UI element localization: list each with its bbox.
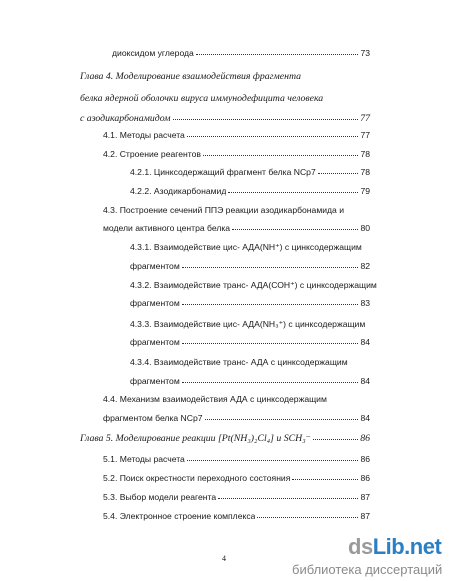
toc-entry-page: 84 (360, 337, 370, 347)
toc-entry (103, 149, 370, 160)
toc-entry (130, 186, 370, 197)
toc-entry-text: 5.4. Электронное строение комплекса (103, 511, 256, 521)
page-number: 4 (222, 554, 226, 563)
watermark-logo (348, 534, 441, 560)
toc-leader (228, 192, 358, 193)
toc-entry (103, 492, 370, 503)
toc-entry-text: фрагментом (130, 298, 180, 308)
toc-entry (103, 413, 370, 424)
toc-entry-page: 86 (360, 433, 370, 444)
toc-entry (103, 454, 370, 465)
toc-entry-text: 4.4. Механизм взаимодействия АДА с цинксодержащим (103, 394, 327, 404)
toc-entry-text: 5.2. Поиск окрестности переходного состояния (103, 473, 291, 483)
toc-entry-text: фрагментом белка NCp7 (103, 413, 203, 423)
toc-leader (292, 479, 358, 480)
toc-leader (182, 343, 359, 344)
toc-entry-text: 4.3.3. Взаимодействие цис- АДА(NH₃⁺) с цинксодержащим (130, 319, 366, 329)
toc-leader (203, 155, 359, 156)
toc-entry-page: 87 (360, 511, 370, 521)
toc-entry (80, 113, 370, 124)
toc-leader (232, 229, 358, 230)
toc-entry-text: 4.2. Строение реагентов (103, 149, 201, 159)
toc-entry-page: 80 (360, 223, 370, 233)
toc-entry (130, 298, 370, 309)
toc-leader (182, 382, 359, 383)
toc-entry-page: 86 (360, 454, 370, 464)
toc-entry-text: 4.1. Методы расчета (103, 130, 185, 140)
toc-entry-page: 77 (360, 130, 370, 140)
toc-entry-page: 84 (360, 376, 370, 386)
toc-entry-text: модели активного центра белка (103, 223, 231, 233)
toc-leader (182, 304, 359, 305)
toc-leader (218, 498, 358, 499)
toc-entry (80, 433, 370, 444)
toc-entry-page: 77 (360, 113, 370, 124)
watermark (292, 534, 447, 578)
toc-entry-page: 73 (360, 48, 370, 58)
toc-entry (130, 376, 370, 387)
toc-entry (130, 261, 370, 272)
toc-leader (313, 439, 358, 440)
toc-entry-page: 84 (360, 413, 370, 423)
toc-entry-text: 5.1. Методы расчета (103, 454, 185, 464)
toc-entry-page: 83 (360, 298, 370, 308)
toc-entry-text: 4.2.1. Цинксодержащий фрагмент белка NCp7 (130, 167, 316, 177)
toc-entry-page: 87 (360, 492, 370, 502)
toc-leader (182, 267, 359, 268)
toc-leader (173, 119, 359, 120)
chapter-heading: белка ядерной оболочки вируса иммунодефицита человека (80, 93, 324, 104)
toc-entry-page: 86 (360, 473, 370, 483)
toc-entry-text: 4.2.2. Азодикарбонамид (130, 186, 227, 196)
toc-entry-page: 82 (360, 261, 370, 271)
toc-entry-text: с азодикарбонамидом (80, 113, 171, 124)
toc-entry (103, 511, 370, 522)
toc-entry-text: 4.3.2. Взаимодействие транс- АДА(СОН⁺) с цинксодержащим (130, 280, 377, 290)
toc-entry (103, 473, 370, 484)
toc-leader (187, 136, 359, 137)
toc-leader (196, 54, 359, 55)
toc-entry-text: 5.3. Выбор модели реагента (103, 492, 217, 502)
toc-entry-page: 78 (360, 149, 370, 159)
toc-entry-page: 78 (360, 167, 370, 177)
toc-entry-text: фрагментом (130, 376, 180, 386)
toc-entry-text: Глава 5. Моделирование реакции [Pt(NH₃)₂Cl₄] и SCH₃⁻ (80, 433, 311, 444)
toc-leader (205, 419, 359, 420)
toc-leader (187, 460, 359, 461)
toc-entry-text: фрагментом (130, 261, 180, 271)
toc-entry-page: 79 (360, 186, 370, 196)
watermark-logo-prefix: ds (348, 534, 373, 559)
toc-entry-text: диоксидом углерода (112, 48, 194, 58)
toc-entry (130, 167, 370, 178)
toc-leader (318, 173, 359, 174)
chapter-heading: Глава 4. Моделирование взаимодействия фрагмента (80, 71, 302, 82)
toc-entry-text: 4.3.4. Взаимодействие транс- АДА с цинксодержащим (130, 357, 348, 367)
toc-entry-text: фрагментом (130, 337, 180, 347)
toc-leader (257, 517, 358, 518)
toc-entry-text: 4.3. Построение сечений ППЭ реакции азодикарбонамида и (103, 205, 345, 215)
watermark-logo-main: Lib.net (372, 534, 442, 559)
toc-entry (103, 223, 370, 234)
watermark-subtitle: библиотека диссертаций (292, 562, 443, 577)
toc-entry (112, 48, 370, 59)
toc-entry-text: 4.3.1. Взаимодействие цис- АДА(NH⁺) с цинксодержащим (130, 242, 362, 252)
toc-entry (130, 337, 370, 348)
toc-entry (103, 130, 370, 141)
